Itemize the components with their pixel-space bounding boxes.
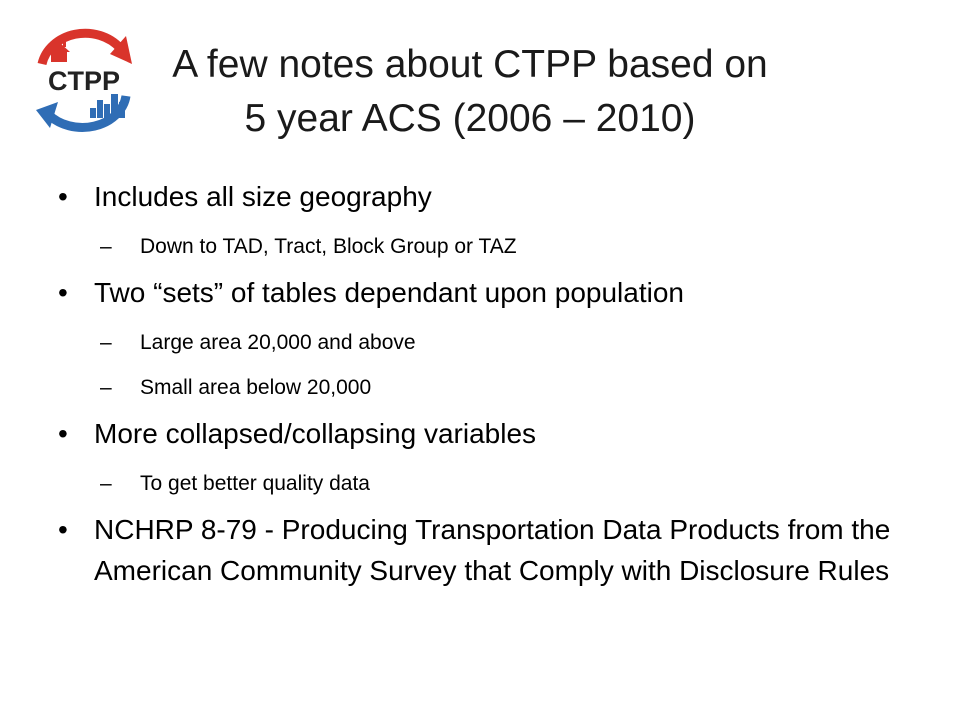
sub-bullet-text: Down to TAD, Tract, Block Group or TAZ bbox=[140, 235, 517, 258]
bullet-item bbox=[58, 272, 938, 313]
sub-bullet-item bbox=[58, 469, 938, 499]
dash-marker: – bbox=[100, 472, 112, 495]
dash-marker: – bbox=[100, 331, 112, 354]
bullet-item bbox=[58, 176, 938, 217]
dash-marker: – bbox=[100, 235, 112, 258]
title-line-1: A few notes about CTPP based on bbox=[172, 43, 768, 86]
bullet-list bbox=[58, 176, 938, 591]
bullet-marker: • bbox=[58, 514, 68, 545]
bullet-item bbox=[58, 509, 938, 591]
skyline-icon bbox=[90, 94, 125, 118]
bullet-marker: • bbox=[58, 277, 68, 308]
title-line-2: 5 year ACS (2006 – 2010) bbox=[244, 97, 696, 140]
sub-bullet-text: Small area below 20,000 bbox=[140, 376, 372, 399]
sub-bullet-item bbox=[58, 373, 938, 403]
sub-bullet-item bbox=[58, 232, 938, 262]
ctpp-logo bbox=[28, 18, 140, 138]
slide-title bbox=[140, 38, 800, 146]
bullet-text: Two “sets” of tables dependant upon population bbox=[94, 277, 684, 308]
logo-text: CTPP bbox=[47, 66, 121, 96]
bullet-text: More collapsed/collapsing variables bbox=[94, 418, 537, 449]
dash-marker: – bbox=[100, 376, 112, 399]
bullet-text: Includes all size geography bbox=[94, 181, 432, 212]
bullet-marker: • bbox=[58, 181, 68, 212]
bullet-item bbox=[58, 413, 938, 454]
bullet-text: NCHRP 8-79 - Producing Transportation Data Products from the American Community Survey that Comply with Disclosure Rules bbox=[94, 514, 891, 586]
bullet-marker: • bbox=[58, 418, 68, 449]
sub-bullet-text: Large area 20,000 and above bbox=[140, 331, 416, 354]
sub-bullet-item bbox=[58, 328, 938, 358]
sub-bullet-text: To get better quality data bbox=[140, 472, 370, 495]
